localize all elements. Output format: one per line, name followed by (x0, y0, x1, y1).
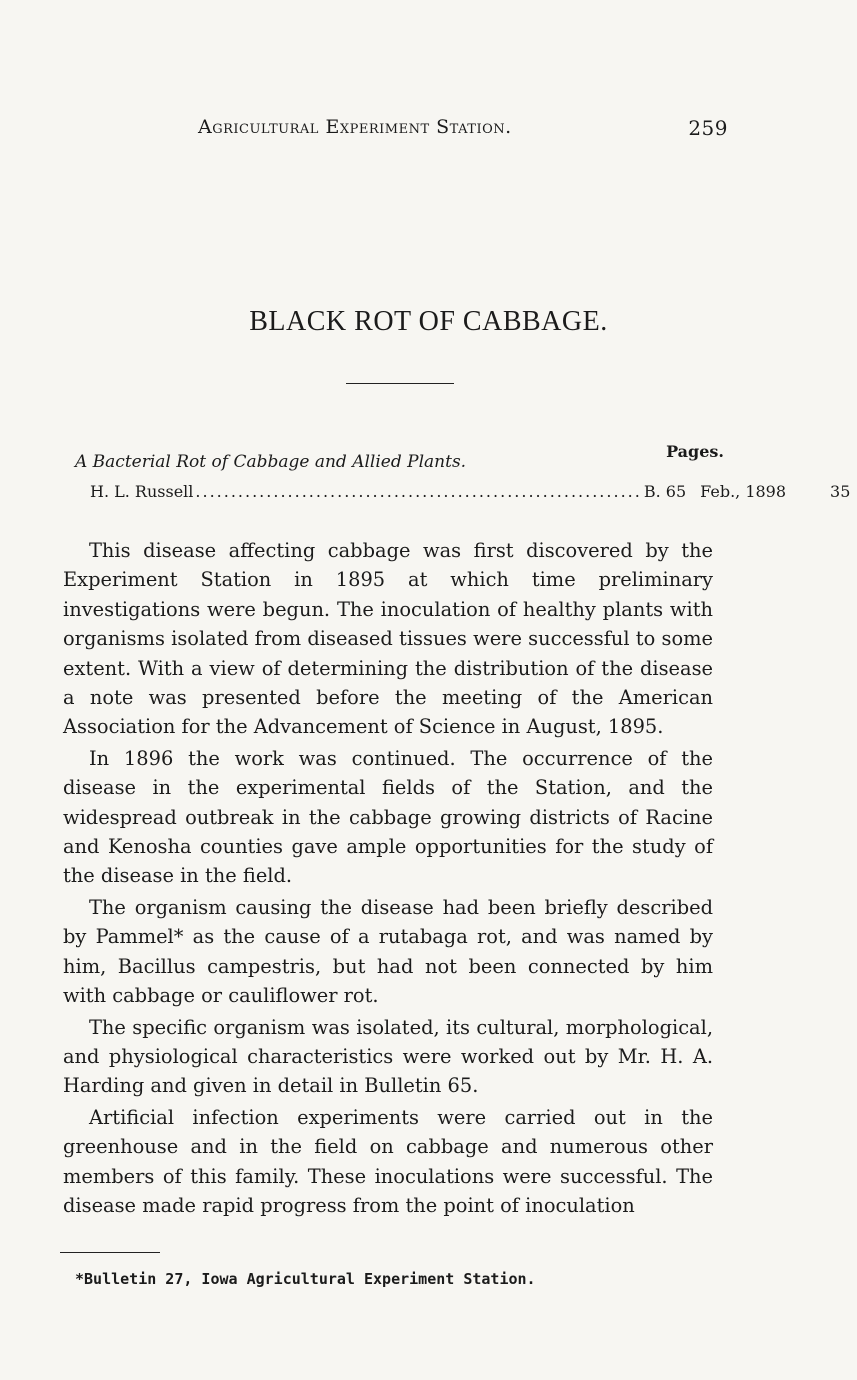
paragraph: In 1896 the work was continued. The occurrence of the disease in the experimental fields of the Station, and the widespread outbreak in the cabbage growing districts of Racine and Kenosha counties gave ample opportunities for the study of the disease in the field. (63, 746, 713, 888)
article-title: BLACK ROT OF CABBAGE. (249, 306, 608, 337)
title-rule (346, 383, 454, 384)
bulletin-number: B. 65 (643, 482, 687, 501)
running-title: Agricultural Experiment Station. (198, 116, 512, 138)
paragraph: The specific organism was isolated, its cultural, morphological, and physiological characteristics were worked out by Mr. H. A. Harding and given in detail in Bulletin 65. (63, 1015, 713, 1098)
running-head (198, 116, 728, 138)
leader-dots: ............................................................... (195, 482, 642, 501)
footnote-rule (60, 1252, 160, 1253)
page-count: 35 (830, 482, 851, 501)
footnote: *Bulletin 27, Iowa Agricultural Experiment Station. (75, 1270, 536, 1288)
paragraph: The organism causing the disease had been briefly described by Pammel* as the cause of a rutabaga rot, and was named by him, Bacillus campestris, but had not been connected by him with cabbage or cauliflower rot. (63, 895, 713, 1008)
body-text (63, 536, 713, 1220)
paragraph: This disease affecting cabbage was first discovered by the Experiment Station in 1895 at which time preliminary investigations were begun. The inoculation of healthy plants with organisms isolated from diseased tissues were successful to some extent. With a view of determining the distribution of the disease a note was presented before the meeting of the American Association for the Advancement of Science in August, 1895. (63, 539, 713, 739)
bibliography-author: H. L. Russell (90, 482, 194, 501)
paragraph: Artificial infection experiments were carried out in the greenhouse and in the field on cabbage and numerous other members of this family. These inoculations were successful. The disease made rapid progress from the point of inoculation (63, 1105, 713, 1217)
pages-column-label: Pages. (666, 442, 724, 461)
bulletin-date: Feb., 1898 (700, 482, 787, 501)
page-number: 259 (688, 116, 728, 140)
bibliography-entry (90, 482, 851, 501)
bibliography-title: A Bacterial Rot of Cabbage and Allied Plants. (75, 452, 467, 472)
